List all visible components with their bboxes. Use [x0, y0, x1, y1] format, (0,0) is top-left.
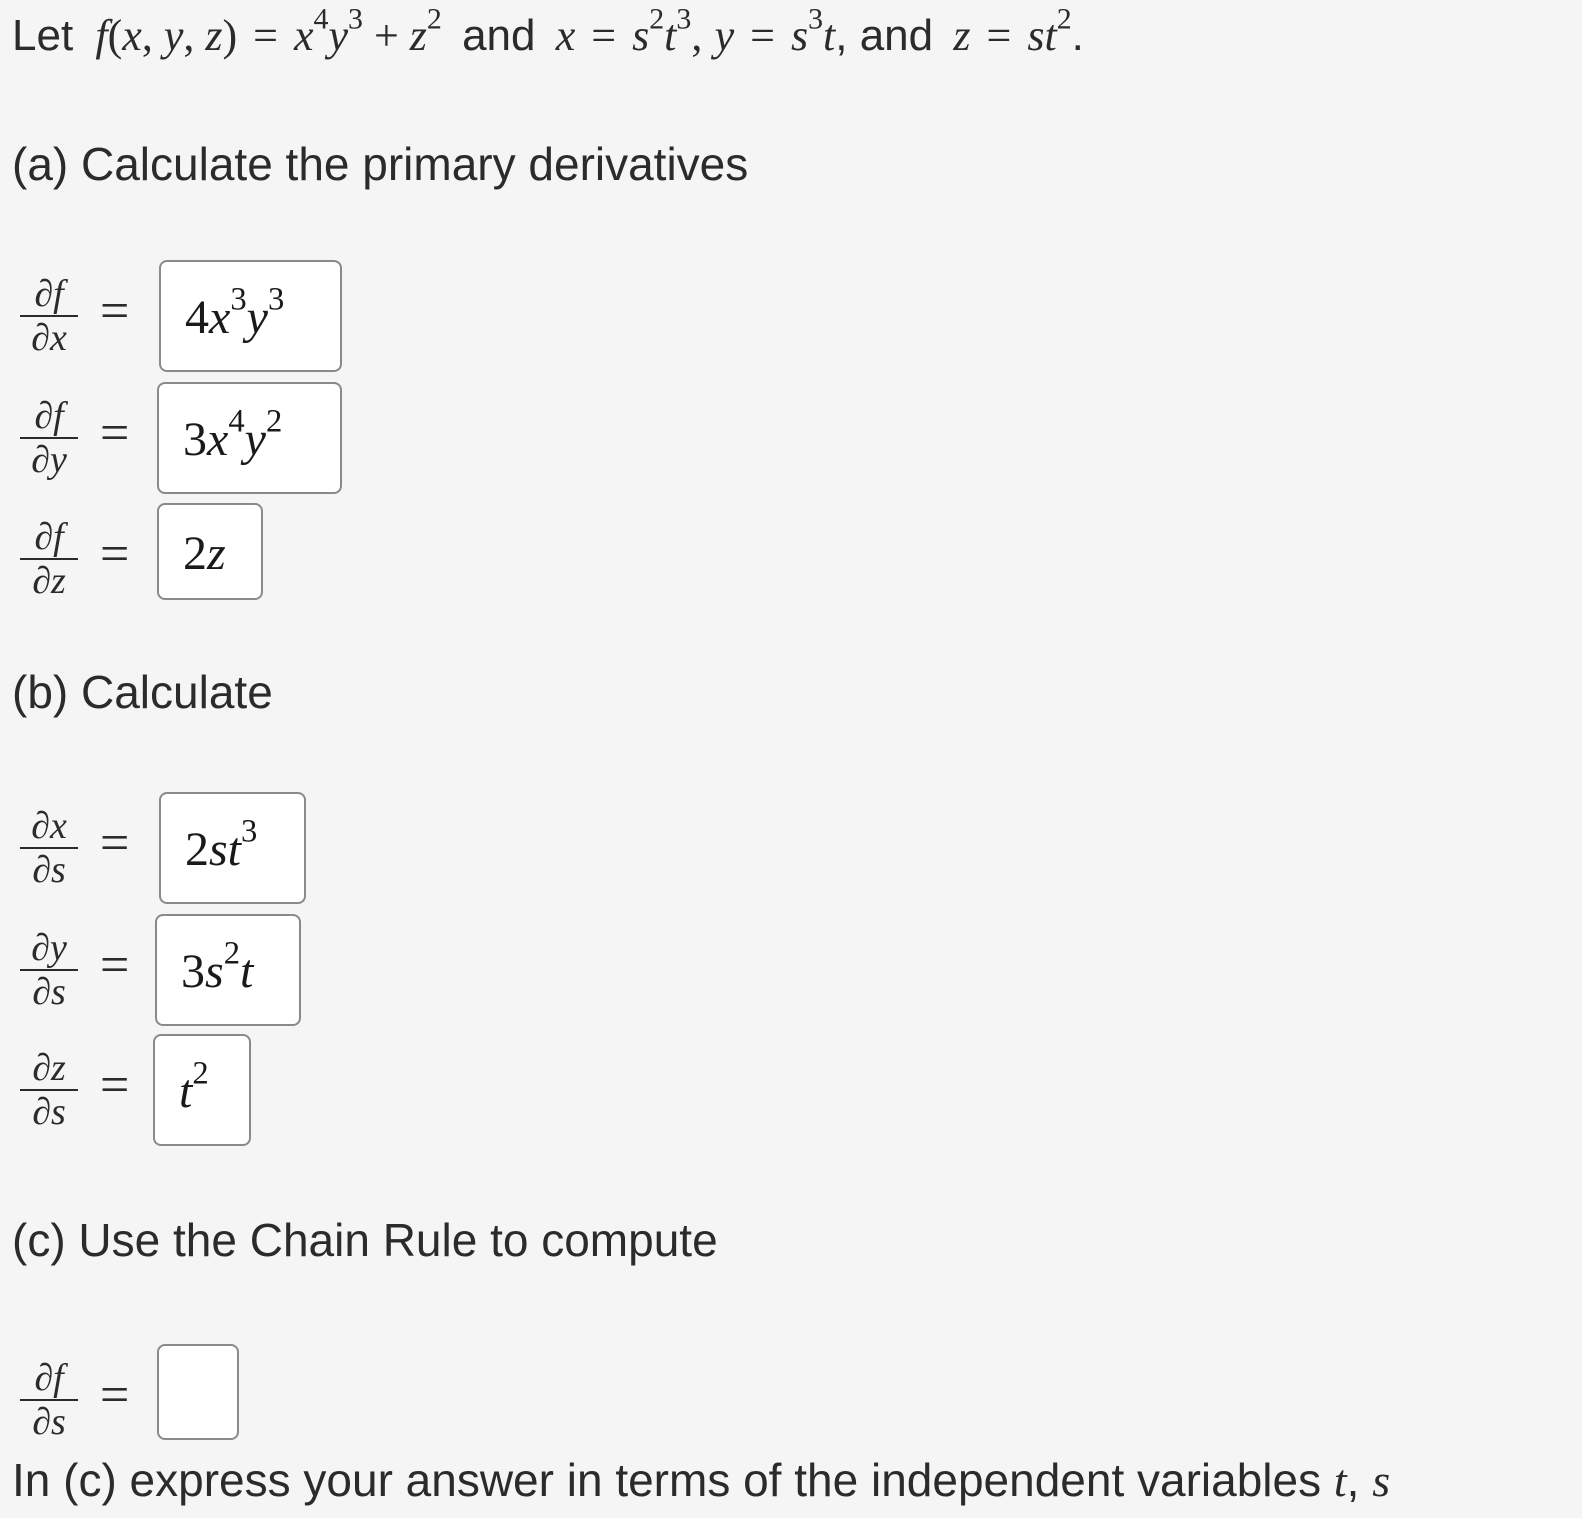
separator: , — [691, 11, 703, 60]
answer-variable: x — [209, 291, 231, 344]
fraction-numerator: ∂x — [31, 805, 67, 847]
footer-note — [12, 1452, 1390, 1509]
and-word-1: and — [462, 11, 536, 60]
fraction-denominator: ∂s — [32, 971, 66, 1013]
fraction-numerator: ∂f — [34, 273, 64, 315]
df-dy-fraction — [20, 396, 78, 480]
variable-t: t — [1333, 1455, 1347, 1506]
answer-exponent: 2 — [265, 403, 283, 440]
equals-sign: = — [100, 1057, 130, 1114]
answer-exponent: 4 — [228, 403, 245, 440]
equals-sign: = — [100, 937, 130, 994]
fraction-numerator: ∂z — [32, 1047, 66, 1089]
answer-coefficient: 3 — [181, 945, 205, 998]
answer-variable: t — [179, 1065, 193, 1118]
fraction-denominator: ∂s — [32, 1091, 66, 1133]
equals-sign: = — [100, 1367, 130, 1424]
df-ds-fraction — [20, 1358, 78, 1442]
problem-statement — [12, 2, 1084, 66]
answer-coefficient: 4 — [185, 291, 209, 344]
answer-variable: x — [207, 413, 229, 466]
footer-text: In (c) express your answer in terms of the independent variables — [12, 1454, 1322, 1506]
dx-ds-fraction — [20, 806, 78, 890]
part-b-heading: (b) Calculate — [12, 666, 273, 718]
answer-exponent: 3 — [241, 813, 258, 850]
answer-exponent: 3 — [267, 281, 285, 318]
let-word: Let — [12, 11, 74, 60]
answer-exponent: 3 — [230, 281, 247, 318]
fraction-denominator: ∂y — [31, 439, 67, 481]
df-ds-answer-input[interactable] — [157, 1344, 239, 1440]
footer-comma: , — [1346, 1454, 1360, 1506]
fraction-denominator: ∂s — [32, 849, 66, 891]
part-a-heading: (a) Calculate the primary derivatives — [12, 138, 749, 190]
dz-ds-answer-box[interactable] — [153, 1034, 251, 1146]
fraction-denominator: ∂s — [32, 1401, 66, 1443]
function-definition: f(x, y, $z) = x^4y^3 + z^2$ — [95, 2, 442, 60]
answer-exponent: 2 — [192, 1055, 209, 1092]
answer-variable: y — [246, 291, 268, 344]
equals-sign: = — [100, 405, 130, 462]
dy-ds-answer-box[interactable] — [155, 914, 301, 1026]
equals-sign: = — [100, 815, 130, 872]
equals-sign: = — [100, 526, 130, 583]
answer-coefficient: 2 — [183, 527, 207, 580]
and-word-2: , and — [835, 11, 934, 60]
fraction-numerator: ∂f — [34, 516, 64, 558]
answer-exponent: 2 — [223, 935, 240, 972]
dx-ds-answer-box[interactable] — [159, 792, 306, 904]
dz-ds-fraction — [20, 1048, 78, 1132]
variable-s: s — [1372, 1455, 1391, 1506]
df-dz-fraction — [20, 517, 78, 601]
fraction-numerator: ∂f — [34, 395, 64, 437]
df-dx-fraction — [20, 274, 78, 358]
df-dx-answer-box[interactable] — [159, 260, 342, 372]
dy-ds-fraction — [20, 928, 78, 1012]
answer-coefficient: 3 — [183, 413, 207, 466]
fraction-numerator: ∂f — [34, 1357, 64, 1399]
df-dy-answer-box[interactable] — [157, 382, 342, 494]
period: . — [1071, 11, 1084, 60]
answer-coefficient: 2 — [185, 823, 209, 876]
fraction-denominator: ∂x — [31, 317, 67, 359]
df-dz-answer-box[interactable] — [157, 503, 263, 600]
y-definition: $y = s^3t$ — [714, 2, 836, 60]
x-definition: $x = s^2t^3$ — [555, 2, 692, 60]
part-c-heading: (c) Use the Chain Rule to compute — [12, 1214, 718, 1266]
fraction-denominator: ∂z — [32, 560, 66, 602]
fraction-numerator: ∂y — [31, 927, 67, 969]
answer-variable: s — [205, 945, 224, 998]
answer-variable: t — [240, 945, 254, 998]
answer-variable: y — [244, 413, 266, 466]
answer-variable: st — [209, 823, 242, 876]
z-definition: $z = st^2$ — [953, 2, 1072, 60]
answer-variable: z — [207, 527, 226, 580]
equals-sign: = — [100, 283, 130, 340]
